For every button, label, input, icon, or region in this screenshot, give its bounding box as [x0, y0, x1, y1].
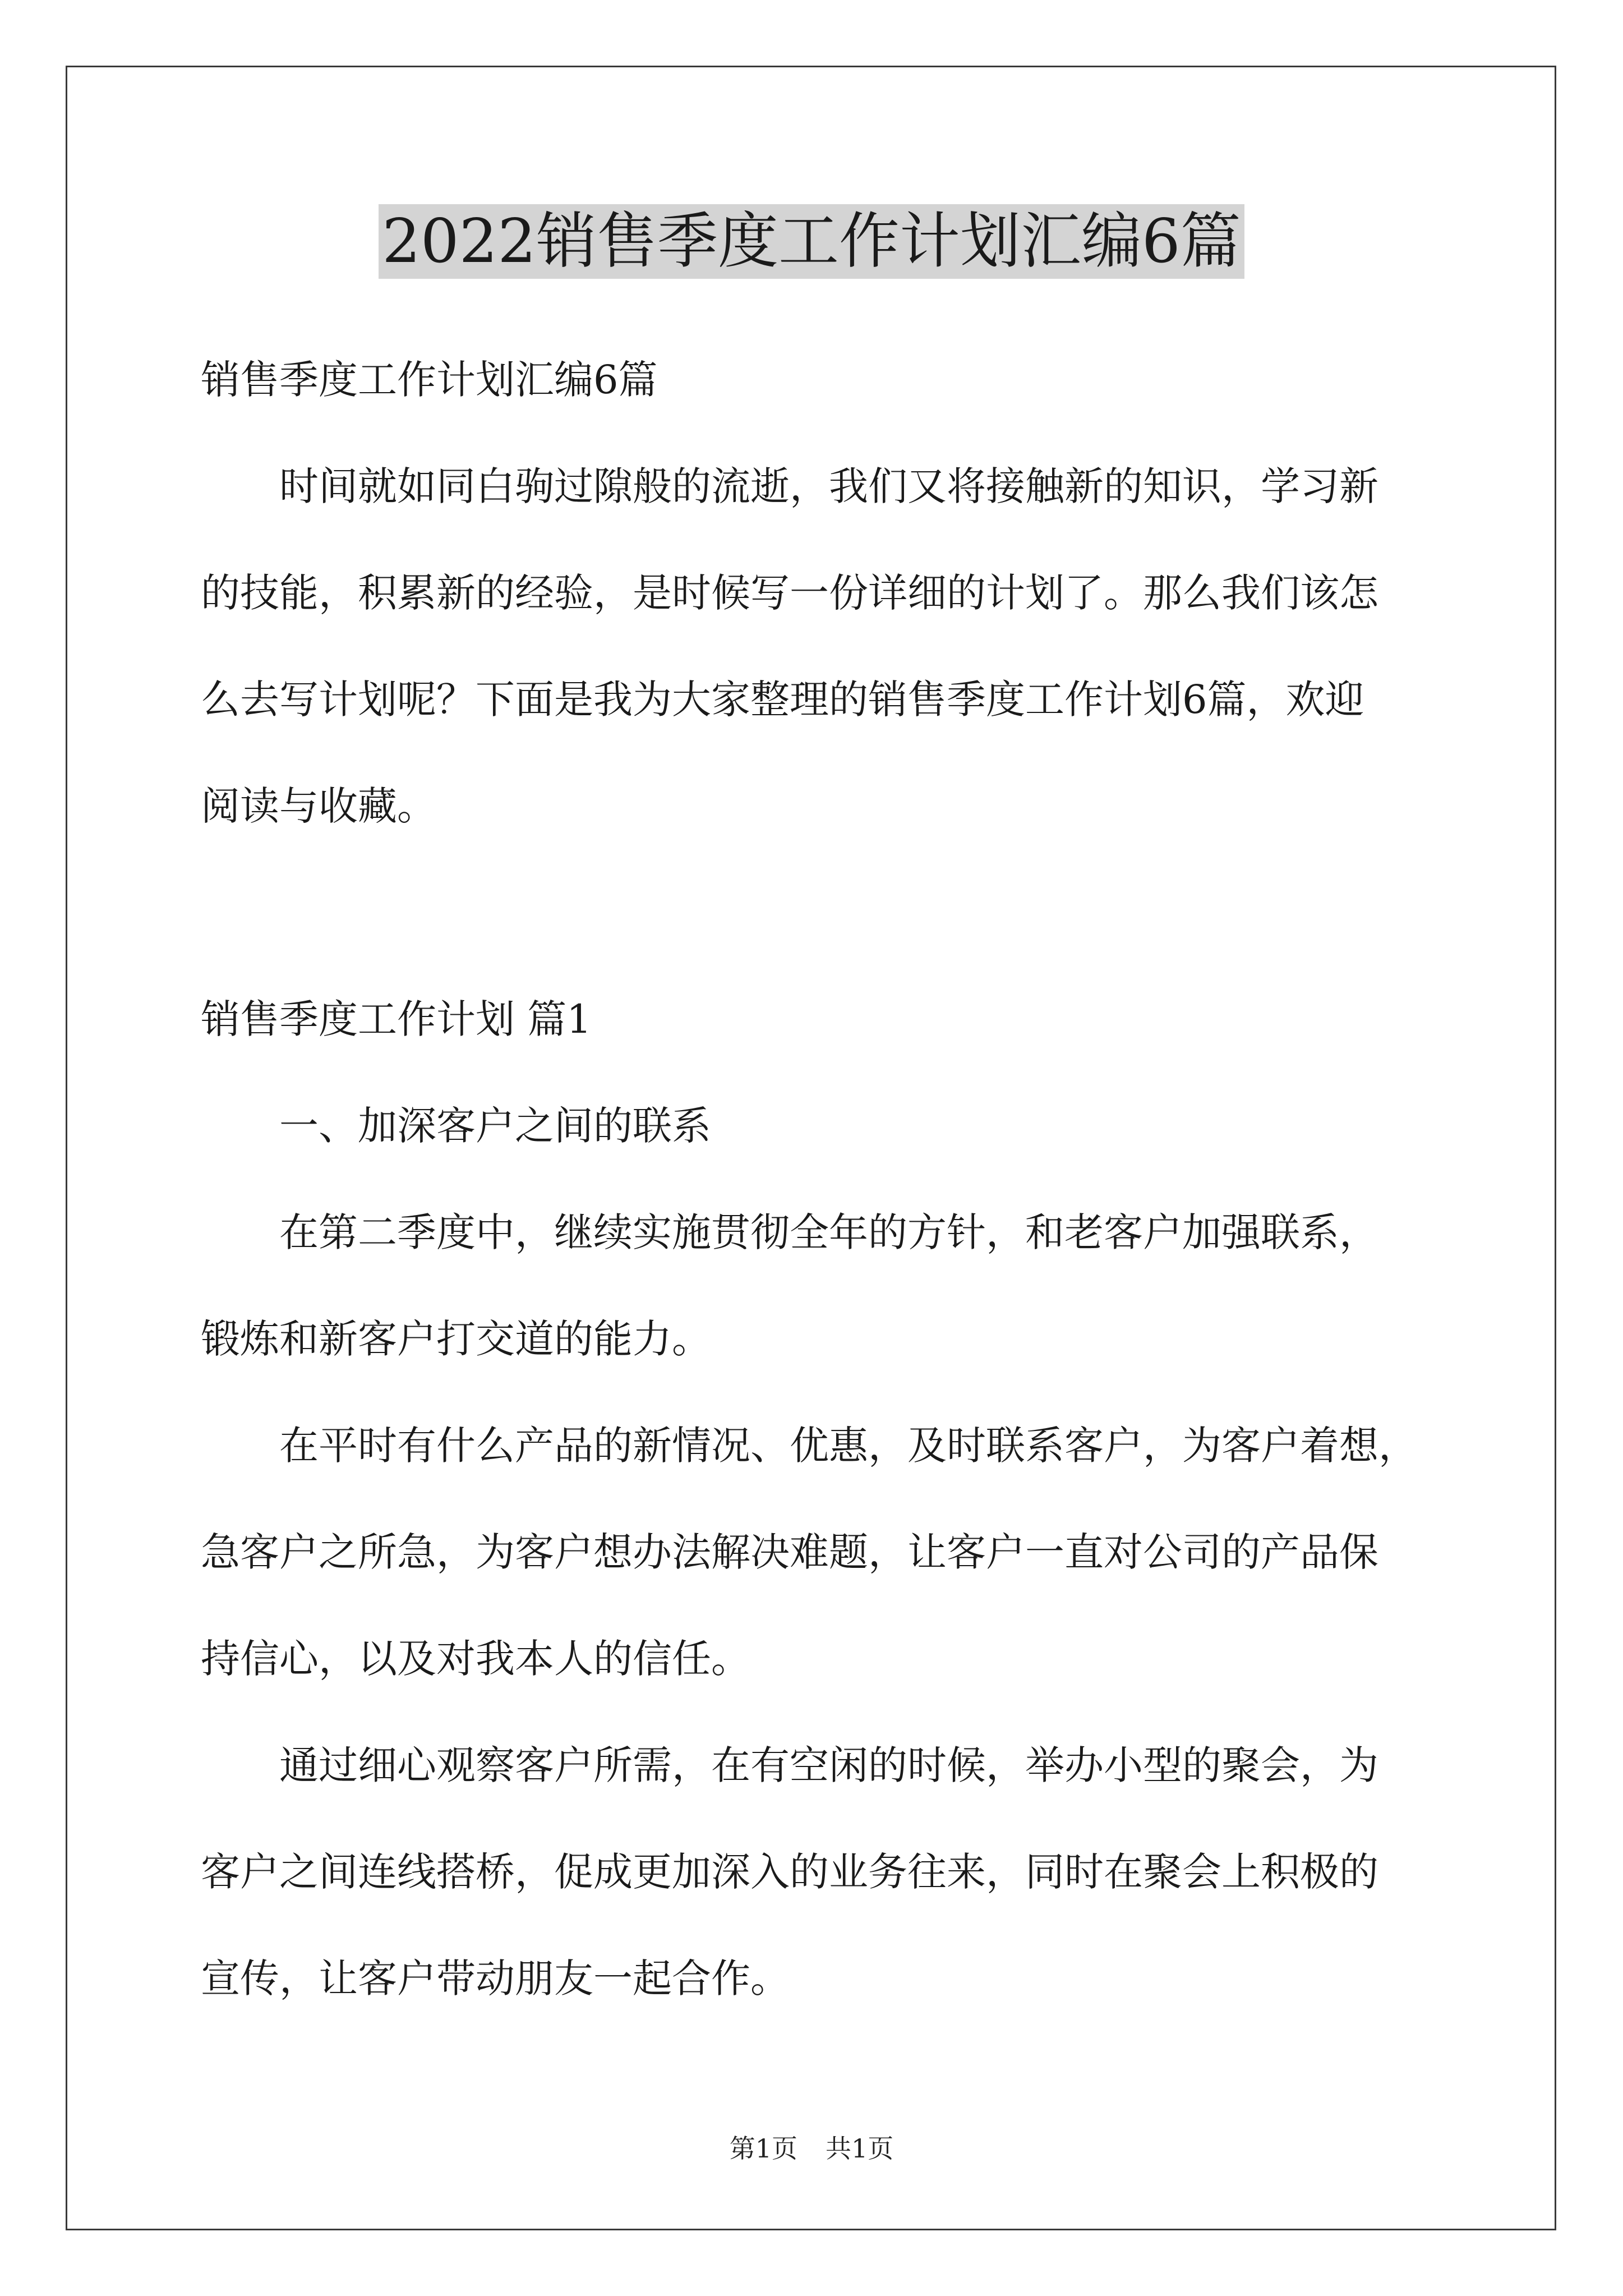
page-footer — [0, 2132, 1623, 2165]
document-body — [201, 343, 1435, 2049]
blank-line — [201, 876, 1435, 983]
paragraph-line: 客户之间连线搭桥，促成更加深入的业务往来，同时在聚会上积极的 — [201, 1849, 1378, 1895]
intro-paragraph — [201, 450, 1435, 876]
page-current: 第1页 — [729, 2133, 797, 2164]
paragraph-line: 在平时有什么产品的新情况、优惠，及时联系客户，为客户着想， — [279, 1423, 1418, 1469]
paragraph-line: 在第二季度中，继续实施贯彻全年的方针，和老客户加强联系， — [279, 1209, 1378, 1255]
paragraph-2 — [201, 1409, 1435, 1729]
section-heading: 销售季度工作计划 篇1 — [201, 996, 592, 1042]
document-title — [0, 200, 1623, 284]
intro-line: 么去写计划呢？下面是我为大家整理的销售季度工作计划6篇，欢迎 — [201, 677, 1364, 723]
intro-line: 的技能，积累新的经验，是时候写一份详细的计划了。那么我们该怎 — [201, 570, 1378, 616]
intro-line: 阅读与收藏。 — [201, 783, 436, 829]
paragraph-line: 通过细心观察客户所需，在有空闲的时候，举办小型的聚会，为 — [279, 1742, 1378, 1788]
document-title-text: 2022销售季度工作计划汇编6篇 — [379, 204, 1244, 279]
paragraph-3 — [201, 1729, 1435, 2049]
paragraph-line: 持信心，以及对我本人的信任。 — [201, 1636, 750, 1682]
intro-line: 时间就如同白驹过隙般的流逝，我们又将接触新的知识，学习新 — [279, 463, 1378, 509]
subtitle: 销售季度工作计划汇编6篇 — [201, 357, 658, 403]
item-heading: 一、加深客户之间的联系 — [279, 1103, 711, 1149]
page-total: 共1页 — [826, 2133, 894, 2164]
paragraph-line: 锻炼和新客户打交道的能力。 — [201, 1316, 711, 1362]
paragraph-line: 急客户之所急，为客户想办法解决难题，让客户一直对公司的产品保 — [201, 1529, 1378, 1575]
paragraph-1 — [201, 1196, 1435, 1409]
paragraph-line: 宣传，让客户带动朋友一起合作。 — [201, 1955, 790, 2001]
